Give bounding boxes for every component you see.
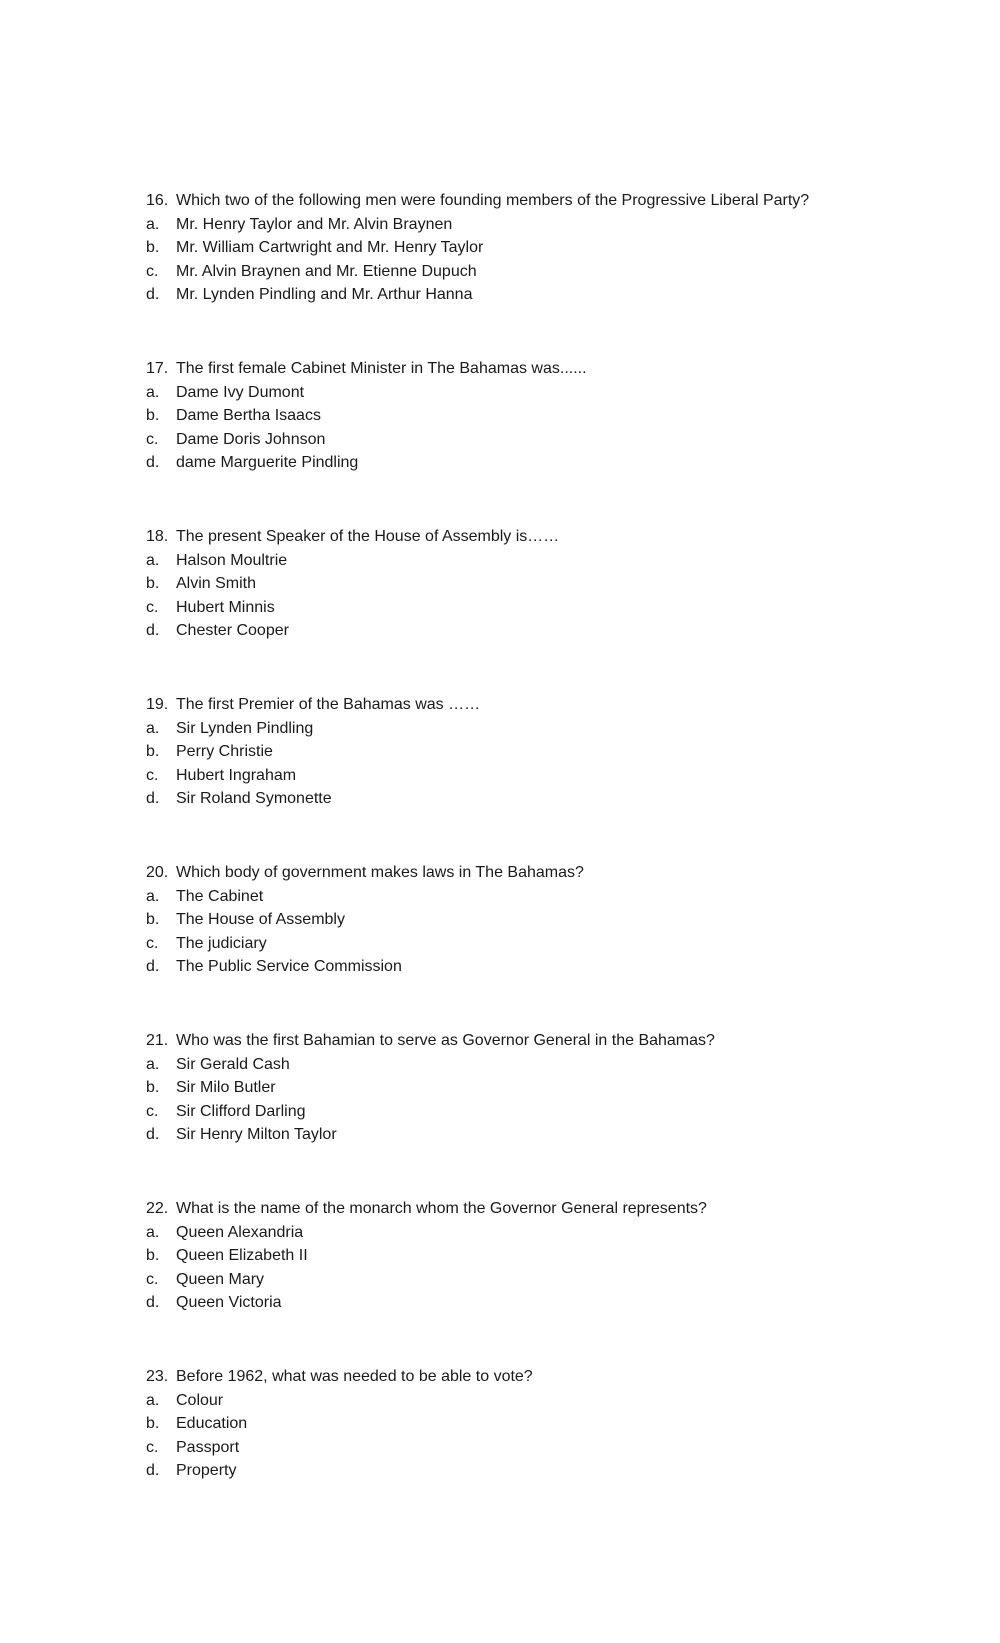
question-21 [146, 1029, 946, 1197]
option-text: Halson Moultrie [176, 551, 288, 569]
question-23 [146, 1365, 946, 1533]
option-letter: c. [146, 598, 159, 616]
option-letter: c. [146, 1270, 159, 1288]
question-number: 19. [146, 696, 169, 713]
option-c [146, 1436, 946, 1460]
question-text: The first Premier of the Bahamas was …… [176, 696, 481, 713]
option-text: Hubert Minnis [176, 598, 275, 616]
option-text: Chester Cooper [176, 622, 289, 640]
option-text: The Public Service Commission [176, 958, 402, 976]
option-letter: a. [146, 383, 160, 401]
option-text: Dame Bertha Isaacs [176, 407, 321, 425]
option-text: Mr. Lynden Pindling and Mr. Arthur Hanna [176, 286, 473, 304]
question-number: 16. [146, 192, 169, 209]
option-letter: b. [146, 1415, 160, 1433]
question-text: The present Speaker of the House of Assembly is…… [176, 528, 560, 545]
option-text: Property [176, 1462, 237, 1480]
option-letter: d. [146, 1294, 160, 1312]
option-text: Queen Alexandria [176, 1223, 304, 1241]
question-text: What is the name of the monarch whom the Governor General represents? [176, 1200, 707, 1217]
option-c [146, 1268, 946, 1292]
option-letter: c. [146, 934, 159, 952]
question-text: Who was the first Bahamian to serve as Governor General in the Bahamas? [176, 1032, 715, 1049]
option-text: Mr. Alvin Braynen and Mr. Etienne Dupuch [176, 262, 477, 280]
option-letter: d. [146, 958, 160, 976]
option-letter: c. [146, 1102, 159, 1120]
option-letter: d. [146, 790, 160, 808]
option-text: The House of Assembly [176, 911, 345, 929]
option-text: Dame Ivy Dumont [176, 383, 305, 401]
option-letter: c. [146, 262, 159, 280]
option-letter: b. [146, 911, 160, 929]
question-text: Which two of the following men were founding members of the Progressive Liberal Party? [176, 192, 810, 209]
option-text: Sir Milo Butler [176, 1079, 276, 1097]
option-b [146, 1244, 946, 1268]
question-stem [146, 1029, 946, 1053]
option-text: The judiciary [176, 934, 267, 952]
option-text: Queen Elizabeth II [176, 1247, 308, 1265]
option-d [146, 1459, 946, 1483]
option-letter: d. [146, 286, 160, 304]
option-text: Dame Doris Johnson [176, 430, 326, 448]
option-text: Alvin Smith [176, 575, 257, 593]
option-a [146, 1053, 946, 1077]
option-letter: c. [146, 1438, 159, 1456]
option-letter: d. [146, 622, 160, 640]
option-c [146, 260, 946, 284]
question-number: 17. [146, 360, 169, 377]
option-c [146, 932, 946, 956]
option-letter: a. [146, 1055, 160, 1073]
option-text: Sir Roland Symonette [176, 790, 332, 808]
option-text: Passport [176, 1438, 240, 1456]
question-stem [146, 357, 946, 381]
option-a [146, 885, 946, 909]
option-d [146, 451, 946, 475]
question-stem [146, 189, 946, 213]
option-b [146, 572, 946, 596]
option-letter: c. [146, 766, 159, 784]
option-a [146, 1389, 946, 1413]
option-text: Perry Christie [176, 743, 273, 761]
option-d [146, 787, 946, 811]
question-number: 20. [146, 864, 169, 881]
option-text: Education [176, 1415, 248, 1433]
option-a [146, 717, 946, 741]
question-22 [146, 1197, 946, 1365]
option-a [146, 549, 946, 573]
option-c [146, 428, 946, 452]
option-a [146, 381, 946, 405]
option-b [146, 404, 946, 428]
option-c [146, 596, 946, 620]
option-letter: d. [146, 1462, 160, 1480]
option-c [146, 764, 946, 788]
option-text: Sir Gerald Cash [176, 1055, 290, 1073]
question-stem [146, 1197, 946, 1221]
question-number: 23. [146, 1368, 169, 1385]
question-18 [146, 525, 946, 693]
option-b [146, 1412, 946, 1436]
option-text: Mr. Henry Taylor and Mr. Alvin Braynen [176, 215, 453, 233]
option-letter: a. [146, 1391, 160, 1409]
option-d [146, 619, 946, 643]
question-number: 22. [146, 1200, 169, 1217]
option-text: Sir Clifford Darling [176, 1102, 306, 1120]
option-d [146, 955, 946, 979]
option-letter: d. [146, 454, 160, 472]
option-a [146, 213, 946, 237]
question-20 [146, 861, 946, 1029]
option-text: Mr. William Cartwright and Mr. Henry Taylor [176, 239, 484, 257]
question-number: 18. [146, 528, 169, 545]
option-text: The Cabinet [176, 887, 264, 905]
option-d [146, 283, 946, 307]
option-letter: a. [146, 719, 160, 737]
option-letter: a. [146, 551, 160, 569]
question-stem [146, 525, 946, 549]
question-16 [146, 189, 946, 357]
option-text: Queen Victoria [176, 1294, 282, 1312]
option-text: Colour [176, 1391, 224, 1409]
option-letter: b. [146, 575, 160, 593]
option-letter: b. [146, 1079, 160, 1097]
option-letter: d. [146, 1126, 160, 1144]
option-text: dame Marguerite Pindling [176, 454, 359, 472]
question-list [146, 189, 946, 1533]
option-text: Queen Mary [176, 1270, 265, 1288]
option-b [146, 740, 946, 764]
option-text: Sir Lynden Pindling [176, 719, 314, 737]
question-number: 21. [146, 1032, 169, 1049]
option-text: Sir Henry Milton Taylor [176, 1126, 337, 1144]
option-a [146, 1221, 946, 1245]
option-d [146, 1123, 946, 1147]
question-text: Which body of government makes laws in The Bahamas? [176, 864, 584, 881]
option-c [146, 1100, 946, 1124]
option-letter: a. [146, 215, 160, 233]
option-b [146, 236, 946, 260]
question-stem [146, 693, 946, 717]
question-stem [146, 1365, 946, 1389]
option-letter: a. [146, 887, 160, 905]
option-letter: b. [146, 239, 160, 257]
option-b [146, 908, 946, 932]
option-text: Hubert Ingraham [176, 766, 297, 784]
question-text: The first female Cabinet Minister in The Bahamas was...... [176, 360, 587, 377]
option-d [146, 1291, 946, 1315]
question-text: Before 1962, what was needed to be able to vote? [176, 1368, 533, 1385]
option-letter: b. [146, 1247, 160, 1265]
option-letter: b. [146, 743, 160, 761]
question-17 [146, 357, 946, 525]
question-19 [146, 693, 946, 861]
option-letter: b. [146, 407, 160, 425]
question-stem [146, 861, 946, 885]
option-letter: c. [146, 430, 159, 448]
option-letter: a. [146, 1223, 160, 1241]
option-b [146, 1076, 946, 1100]
